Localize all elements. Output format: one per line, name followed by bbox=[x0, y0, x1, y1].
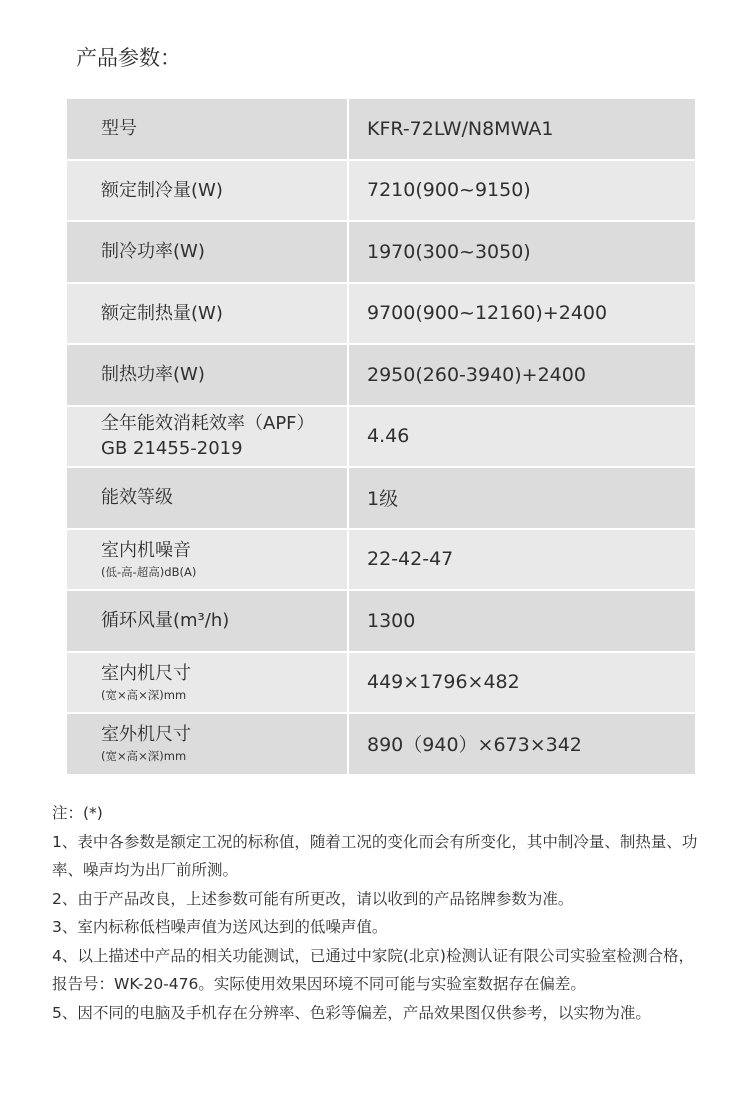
note-item: 3、室内标称低档噪声值为送风达到的低噪声值。 bbox=[52, 918, 388, 936]
notes-title: 注：(*) bbox=[52, 804, 103, 822]
spec-row-apf bbox=[67, 407, 695, 469]
spec-value: 1级 bbox=[367, 488, 399, 511]
spec-row-heating-power bbox=[67, 345, 695, 407]
spec-label-cell bbox=[67, 468, 349, 528]
spec-row-energy-grade bbox=[67, 468, 695, 530]
spec-row-heating-capacity bbox=[67, 284, 695, 346]
spec-label-cell bbox=[67, 222, 349, 282]
spec-row-cooling-capacity bbox=[67, 161, 695, 223]
spec-value: 9700(900~12160)+2400 bbox=[367, 302, 608, 325]
spec-label-cell bbox=[67, 714, 349, 774]
spec-value: 2950(260-3940)+2400 bbox=[367, 363, 586, 386]
spec-label: 能效等级 bbox=[101, 487, 173, 509]
spec-label-cell bbox=[67, 653, 349, 713]
spec-row-airflow bbox=[67, 591, 695, 653]
spec-value: 7210(900~9150) bbox=[367, 179, 531, 202]
spec-label: 制热功率(W) bbox=[101, 364, 205, 386]
spec-table bbox=[67, 99, 695, 774]
spec-row-outdoor-size bbox=[67, 714, 695, 774]
spec-label-cell bbox=[67, 530, 349, 590]
spec-label-note: (低-高-超高)dB(A) bbox=[101, 564, 197, 579]
spec-value: 1300 bbox=[367, 609, 416, 632]
spec-label-cell bbox=[67, 345, 349, 405]
spec-row-indoor-noise bbox=[67, 530, 695, 592]
spec-row-indoor-size bbox=[67, 653, 695, 715]
spec-label-cell bbox=[67, 99, 349, 159]
spec-label: 室内机噪音 bbox=[101, 539, 191, 561]
spec-label: 额定制热量(W) bbox=[101, 302, 223, 324]
spec-value: KFR-72LW/N8MWA1 bbox=[367, 117, 554, 140]
spec-value: 22-42-47 bbox=[367, 548, 454, 571]
spec-label-note: (宽×高×深)mm bbox=[101, 687, 187, 702]
spec-value: 4.46 bbox=[367, 425, 410, 448]
note-item: 5、因不同的电脑及手机存在分辨率、色彩等偏差，产品效果图仅供参考，以实物为准。 bbox=[52, 1003, 651, 1022]
spec-value: 449×1796×482 bbox=[367, 671, 520, 694]
spec-label: 室内机尺寸 bbox=[101, 662, 191, 684]
spec-label-standard: GB 21455-2019 bbox=[101, 438, 243, 460]
spec-label: 制冷功率(W) bbox=[101, 241, 205, 263]
spec-label: 室外机尺寸 bbox=[101, 724, 191, 746]
spec-row-cooling-power bbox=[67, 222, 695, 284]
notes-section bbox=[52, 799, 702, 1027]
spec-label-cell bbox=[67, 407, 349, 467]
spec-label-cell bbox=[67, 161, 349, 221]
page-title: 产品参数： bbox=[76, 46, 181, 70]
spec-label-cell bbox=[67, 284, 349, 344]
note-item: 2、由于产品改良，上述参数可能有所更改，请以收到的产品铭牌参数为准。 bbox=[52, 889, 574, 908]
spec-row-model bbox=[67, 99, 695, 161]
spec-label-cell bbox=[67, 591, 349, 651]
spec-label: 型号 bbox=[101, 118, 137, 140]
spec-value: 1970(300~3050) bbox=[367, 240, 531, 263]
note-item: 4、以上描述中产品的相关功能测试，已通过中家院(北京)检测认证有限公司实验室检测合格，报告号：WK-20-476。实际使用效果因环境不同可能与实验室数据存在偏差。 bbox=[52, 946, 694, 993]
spec-label: 循环风量(m³/h) bbox=[101, 610, 230, 632]
spec-label: 额定制冷量(W) bbox=[101, 179, 223, 201]
note-item: 1、表中各参数是额定工况的标称值，随着工况的变化而会有所变化，其中制冷量、制热量、功率、噪声均为出厂前所测。 bbox=[52, 832, 698, 879]
spec-label-note: (宽×高×深)mm bbox=[101, 749, 187, 764]
spec-value: 890（940）×673×342 bbox=[367, 734, 582, 757]
spec-label: 全年能效消耗效率（APF） bbox=[101, 413, 315, 435]
